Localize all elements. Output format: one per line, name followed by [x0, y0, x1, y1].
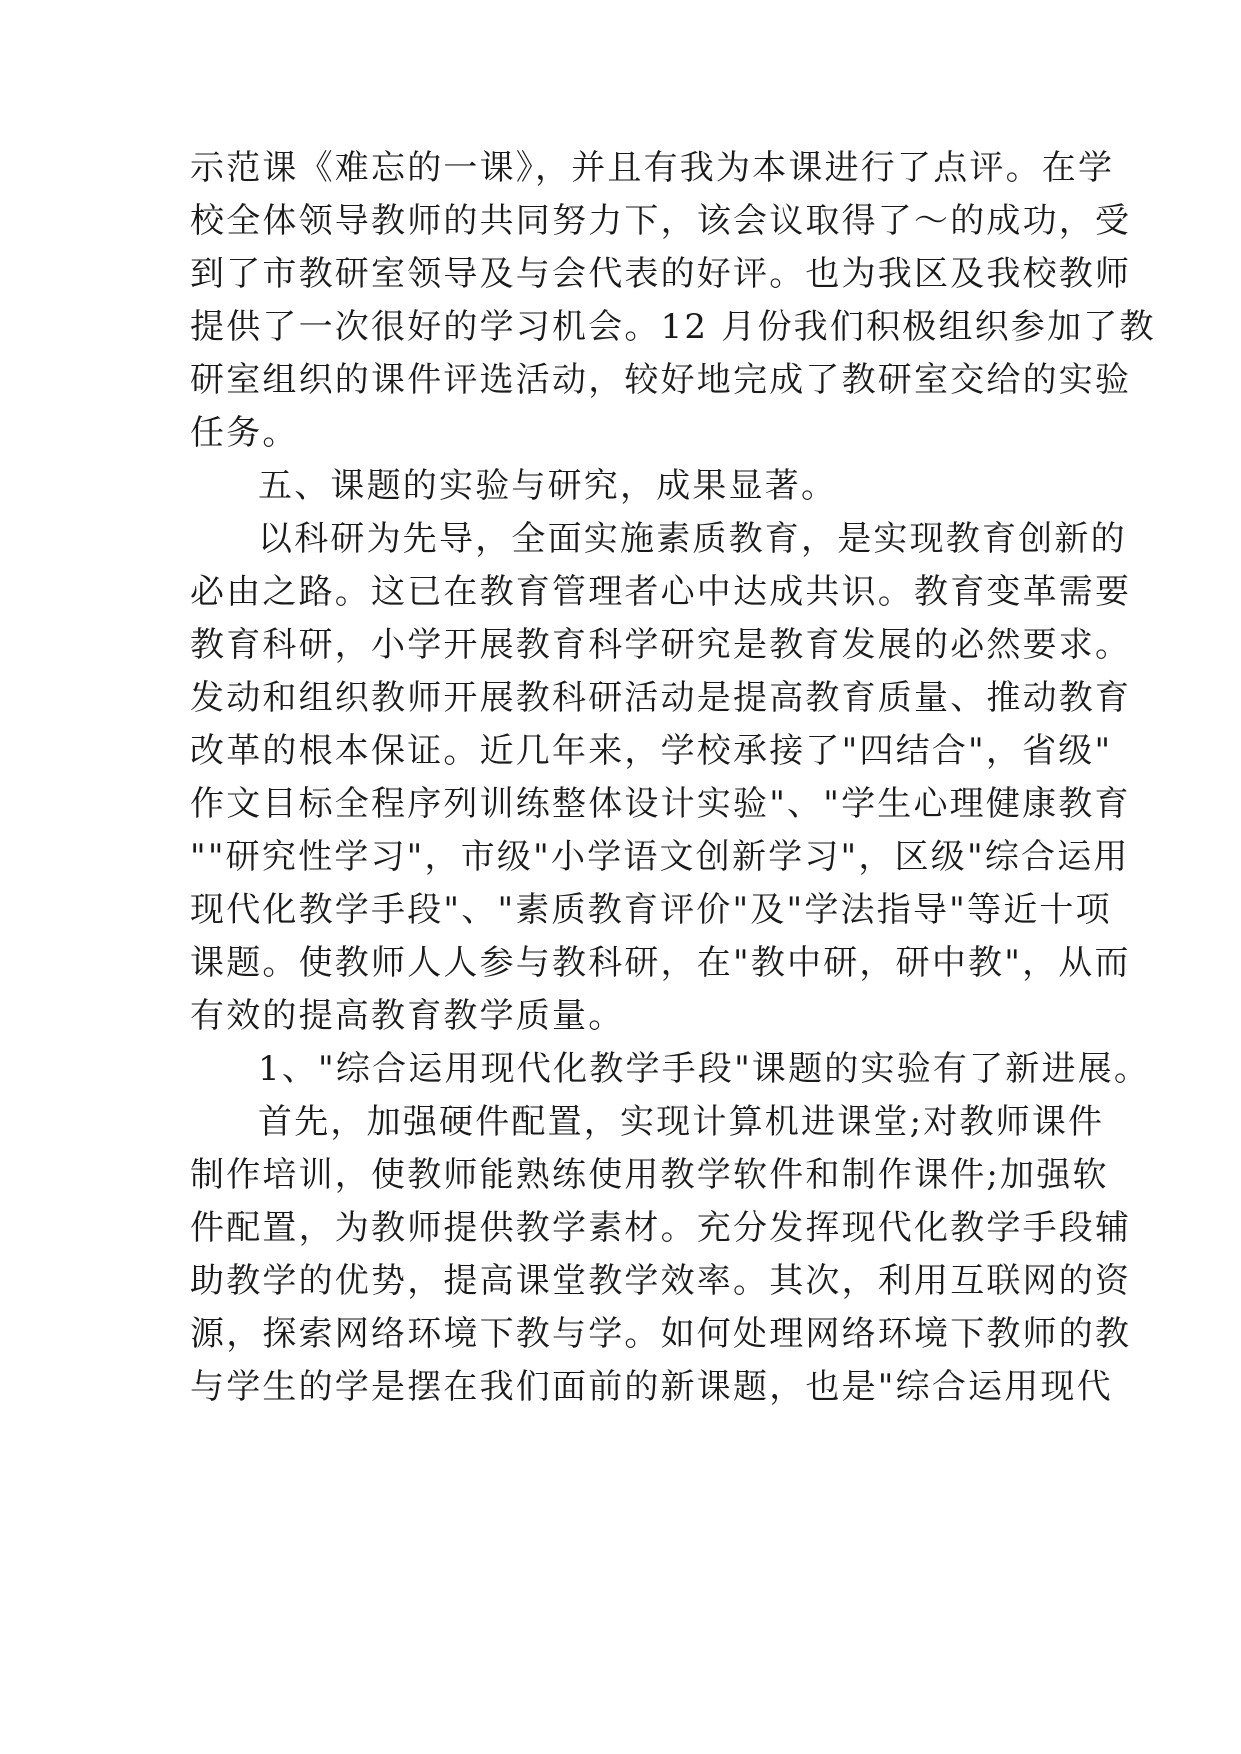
text-line: 发动和组织教师开展教科研活动是提高教育质量、推动教育: [190, 678, 1132, 718]
text-line: 校全体领导教师的共同努力下，该会议取得了～的成功，受: [190, 201, 1132, 241]
text-line: 助教学的优势，提高课堂教学效率。其次，利用互联网的资: [190, 1261, 1132, 1301]
text-line: 件配置，为教师提供教学素材。充分发挥现代化教学手段辅: [190, 1208, 1132, 1248]
text-line: 制作培训，使教师能熟练使用教学软件和制作课件;加强软: [190, 1155, 1109, 1195]
text-line: 到了市教研室领导及与会代表的好评。也为我区及我校教师: [190, 254, 1132, 294]
text-line: 现代化教学手段"、"素质教育评价"及"学法指导"等近十项: [190, 890, 1112, 930]
text-line: 改革的根本保证。近几年来，学校承接了"四结合"，省级": [190, 731, 1113, 771]
text-line: 作文目标全程序列训练整体设计实验"、"学生心理健康教育: [190, 784, 1131, 824]
text-line: 源，探索网络环境下教与学。如何处理网络环境下教师的教: [190, 1314, 1132, 1354]
text-line: 有效的提高教育教学质量。: [190, 996, 625, 1036]
subsection-heading: 1、"综合运用现代化教学手段"课题的实验有了新进展。: [258, 1049, 1151, 1089]
text-line: 示范课《难忘的一课》，并且有我为本课进行了点评。在学: [190, 148, 1115, 188]
text-line: 任务。: [190, 413, 299, 453]
text-line: 教育科研，小学开展教育科学研究是教育发展的必然要求。: [190, 625, 1132, 665]
section-heading: 五、课题的实验与研究，成果显著。: [258, 466, 838, 506]
text-line: 必由之路。这已在教育管理者心中达成共识。教育变革需要: [190, 572, 1132, 612]
text-line: 提供了一次很好的学习机会。12 月份我们积极组织参加了教: [190, 307, 1156, 347]
text-line: 与学生的学是摆在我们面前的新课题，也是"综合运用现代: [190, 1367, 1113, 1407]
text-line: 首先，加强硬件配置，实现计算机进课堂;对教师课件: [258, 1102, 1105, 1142]
text-line: 以科研为先导，全面实施素质教育，是实现教育创新的: [258, 519, 1127, 559]
text-line: 课题。使教师人人参与教科研，在"教中研，研中教"，从而: [190, 943, 1131, 983]
text-line: 研室组织的课件评选活动，较好地完成了教研室交给的实验: [190, 360, 1132, 400]
text-line: ""研究性学习"，市级"小学语文创新学习"，区级"综合运用: [190, 837, 1130, 877]
